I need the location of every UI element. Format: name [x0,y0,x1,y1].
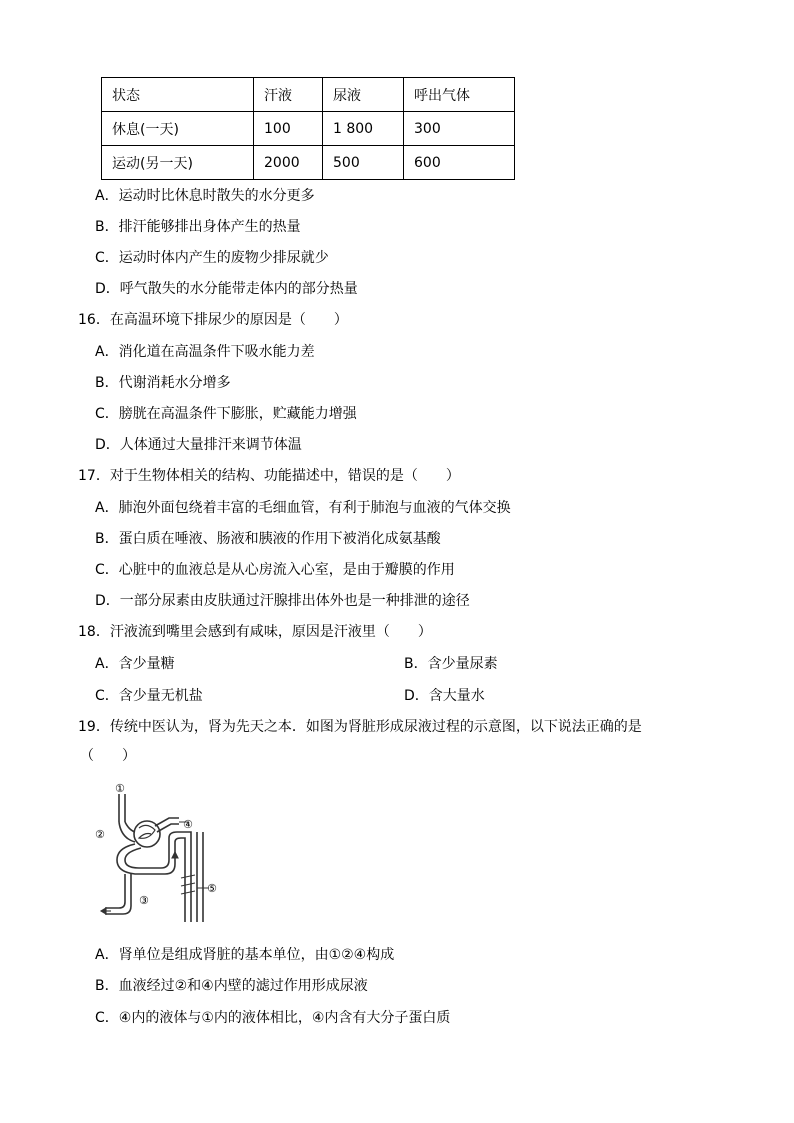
q15-option-b: B．排汗能够排出身体产生的热量 [95,219,301,235]
label-2: ② [95,828,105,841]
q15-option-d: D．呼气散失的水分能带走体内的部分热量 [95,281,358,297]
q16-option-b: B．代谢消耗水分增多 [95,375,231,391]
label-4: ④ [183,818,193,831]
q19-option-a: A．肾单位是组成肾脏的基本单位，由①②④构成 [95,947,395,963]
table-cell: 300 [404,112,515,146]
q19-option-c: C．④内的液体与①内的液体相比，④内含有大分子蛋白质 [95,1010,451,1026]
label-3: ③ [139,894,149,907]
q16-option-d: D．人体通过大量排汗来调节体温 [95,437,302,453]
q17-option-c: C．心脏中的血液总是从心房流入心室，是由于瓣膜的作用 [95,562,455,578]
table-cell: 600 [404,146,515,180]
q17-option-a: A．肺泡外面包绕着丰富的毛细血管，有利于肺泡与血液的气体交换 [95,500,511,516]
table-cell: 1 800 [323,112,404,146]
q18-option-d: D．含大量水 [404,688,485,704]
table-cell: 500 [323,146,404,180]
table-cell: 2000 [254,146,323,180]
q18-stem: 18．汗液流到嘴里会感到有咸味，原因是汗液里（ ） [78,624,432,640]
table-cell: 休息(一天) [102,112,254,146]
q15-option-a: A．运动时比休息时散失的水分更多 [95,188,315,204]
q19-stem: 19．传统中医认为，肾为先天之本．如图为肾脏形成尿液过程的示意图，以下说法正确的是 [78,719,642,735]
table-header-row [102,78,515,112]
table-header-cell: 汗液 [254,78,323,112]
q19-option-b: B．血液经过②和④内壁的滤过作用形成尿液 [95,978,368,994]
label-1: ① [115,782,125,795]
q16-stem: 16．在高温环境下排尿少的原因是（ ） [78,312,348,328]
q17-option-d: D．一部分尿素由皮肤通过汗腺排出体外也是一种排泄的途径 [95,593,470,609]
table-header-cell: 呼出气体 [404,78,515,112]
q15-option-c: C．运动时体内产生的废物少排尿就少 [95,250,329,266]
q19-stem-continued: （ ） [80,748,136,764]
q18-option-b: B．含少量尿素 [404,656,498,672]
table-row [102,112,515,146]
q16-option-a: A．消化道在高温条件下吸水能力差 [95,344,315,360]
q18-option-a: A．含少量糖 [95,656,175,672]
q17-option-b: B．蛋白质在唾液、肠液和胰液的作用下被消化成氨基酸 [95,531,441,547]
q16-option-c: C．膀胱在高温条件下膨胀，贮藏能力增强 [95,406,357,422]
q17-stem: 17．对于生物体相关的结构、功能描述中，错误的是（ ） [78,468,460,484]
nephron-diagram [95,782,220,922]
table-header-cell: 尿液 [323,78,404,112]
q18-option-c: C．含少量无机盐 [95,688,203,704]
table-row [102,146,515,180]
table-header-cell: 状态 [102,78,254,112]
data-table [101,77,515,180]
table-cell: 100 [254,112,323,146]
label-5: ⑤ [207,882,217,895]
table-cell: 运动(另一天) [102,146,254,180]
